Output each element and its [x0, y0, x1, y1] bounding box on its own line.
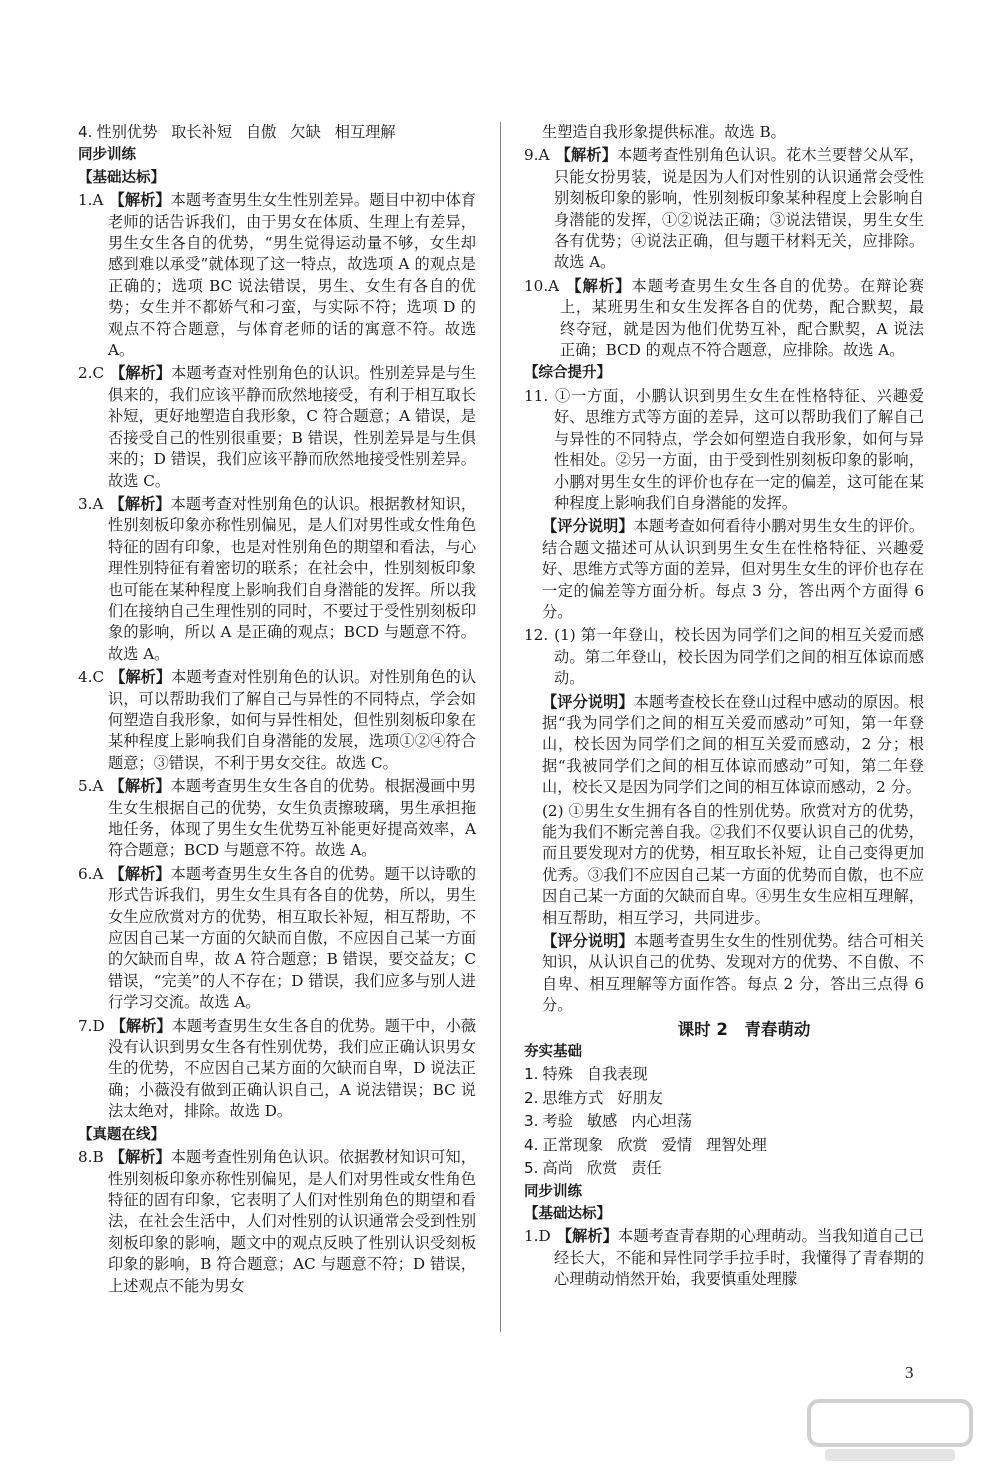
answer-keyword: 欣赏: [617, 1135, 648, 1154]
section-heading: 【基础达标】: [524, 1205, 611, 1222]
section-heading: 同步训练: [78, 147, 136, 164]
analysis-tag: 【解析】: [109, 191, 171, 210]
analysis-tag: 【解析】: [110, 364, 172, 383]
answer-number: 5.: [524, 1159, 539, 1178]
item-number: 12.: [524, 626, 549, 645]
item-text: 本题考查对性别角色的认识。对性别角色的认识，可以帮助我们了解自己与异性的不同特点，学会如何塑造自我形象，如何与异性相处，但性别刻板印象在某种程度上影响我们自身潜能的发展，选项①②④符合题意；③错误，不利于男女交往。故选 C。: [108, 668, 477, 772]
answer-keyword: 思维方式: [542, 1088, 604, 1107]
continued-text: 生塑造自我形象提供标准。故选 B。: [542, 123, 786, 141]
scoring-tag: 【评分说明】: [542, 692, 634, 711]
item-number: 9.A: [524, 146, 550, 165]
answer-item: [524, 145, 924, 273]
answer-keyword: 性别优势: [96, 123, 158, 141]
answer-line: [524, 1111, 924, 1132]
answer-keyword: 理智处理: [706, 1135, 767, 1154]
analysis-tag: 【解析】: [556, 1227, 619, 1246]
item-number: 11.: [524, 386, 549, 405]
answer-number: 4.: [524, 1135, 539, 1154]
answer-line: [524, 1064, 924, 1085]
answer-item: [78, 1016, 476, 1123]
section-heading: 【综合提升】: [524, 365, 611, 382]
analysis-tag: 【解析】: [110, 1016, 172, 1035]
answer-line: [524, 1088, 924, 1109]
answer-keyword: 好朋友: [617, 1088, 663, 1107]
analysis-tag: 【解析】: [109, 494, 171, 513]
item-number: 10.A: [524, 276, 560, 295]
item-number: 3.A: [78, 494, 104, 513]
answer-item: [78, 1147, 476, 1297]
answer-item: [524, 276, 924, 362]
section-heading: 同步训练: [524, 1183, 582, 1200]
item-number: 7.D: [78, 1016, 105, 1035]
answer-keyword: 自傲: [246, 123, 277, 141]
answer-keyword: 爱情: [661, 1135, 692, 1154]
item-number: 2.C: [78, 364, 105, 383]
answer-keyword: 欠缺: [290, 123, 321, 141]
answer-item: [524, 625, 924, 689]
item-number: 5.A: [78, 777, 104, 796]
section-heading: 【真题在线】: [78, 1126, 165, 1143]
answer-keyword: 考验: [542, 1112, 573, 1131]
page-number: 3: [905, 1363, 914, 1382]
item-text: (1) 第一年登山，校长因为同学们之间的相互关爱而感动。第二年登山，校长因为同学们之间的相互体谅而感动。: [554, 626, 924, 688]
item-continuation: [524, 692, 924, 799]
answer-keyword: 特殊: [542, 1065, 573, 1084]
answer-keyword: 相互理解: [334, 123, 396, 141]
item-number: 4.C: [78, 668, 105, 687]
answer-keyword: 责任: [631, 1159, 662, 1178]
analysis-tag: 【解析】: [110, 668, 172, 687]
answer-number: 4.: [78, 123, 93, 141]
analysis-tag: 【解析】: [109, 1148, 171, 1167]
item-number: 8.B: [78, 1148, 104, 1167]
answer-number: 1.: [524, 1065, 539, 1084]
item-number: 6.A: [78, 864, 104, 883]
item-continuation: [524, 801, 924, 929]
item-text: 本题考查男生女生各自的优势。在辩论赛上，某班男生和女生发挥各自的优势，配合默契，最终夺冠，就是因为他们优势互补，配合默契，A 说法正确；BCD 的观点不符合题意，应排除。故选 A。: [560, 276, 924, 360]
item-text: 本题考查如何看待小鹏对男生女生的评价。结合题文描述可从认识到男生女生在性格特征、兴趣爱好、思维方式等方面的差异，但对男生女生的评价也存在一定的偏差等方面分析。每点 3 分，答出两个方面得 6 分。: [542, 517, 925, 621]
item-text: 本题考查男生女生各自的优势。题干以诗歌的形式告诉我们，男生女生具有各自的优势，所以，男生女生应欣赏对方的优势，相互取长补短，相互帮助，不应因自己某一方面的欠缺而自傲，不应因自己某一方面的欠缺而自卑，故 A 符合题意；B 错误，要交益友；C 错误，“完美”的人不存在；D 错误，我们应多与别人进行学习交流。故选 A。: [108, 864, 477, 1012]
answer-keyword: 自我表现: [586, 1065, 648, 1084]
answer-item: [78, 776, 476, 862]
column-divider: [500, 122, 501, 1332]
item-text: 本题考查对性别角色的认识。根据教材知识，性别刻板印象亦称性别偏见，是人们对男性或女性角色特征的固有印象，也是对性别角色的期望和看法，与心理性别特征有着密切的联系；在社会中，性别刻板印象也可能在某种程度上影响我们自身潜能的发挥。所以我们在接纳自己生理性别的同时，不要过于受性别刻板印象的影响，所以 A 是正确的观点；BCD 与题意不符。故选 A。: [108, 494, 477, 663]
answer-keyword: 敏感: [586, 1112, 618, 1131]
answer-item: [524, 386, 924, 514]
item-text: 本题考查性别角色认识。花木兰要替父从军，只能女扮男装，说是因为人们对性别的认识通常会受性别刻板印象的影响，性别刻板印象某种程度上会影响自身潜能的发挥，①②说法正确；③说法错误，男生女生各有优势；④说法正确，但与题干材料无关，应排除。故选 A。: [554, 146, 925, 272]
answer-keyword: 取长补短: [171, 123, 232, 141]
answer-item: [78, 190, 476, 361]
item-continuation: [524, 516, 924, 623]
item-text: (2) ①男生女生拥有各自的性别优势。欣赏对方的优势，能为我们不断完善自我。②我们不仅要认识自己的优势，而且要发现对方的优势，相互取长补短，让自己变得更加优秀。③我们不应因自己某一方面的优势而自傲，也不应因自己某一方面的欠缺而自卑。④男生女生应相互理解，相互帮助，相互学习，共同进步。: [542, 801, 924, 927]
answer-item: [78, 363, 476, 491]
item-number: 1.D: [524, 1227, 551, 1246]
answer-line: [524, 1135, 924, 1156]
analysis-tag: 【解析】: [565, 276, 632, 295]
answer-number: 2.: [524, 1088, 539, 1107]
answer-item: [78, 667, 476, 774]
item-text: 本题考查男生女生的性别优势。结合可相关知识，从认识自己的优势、发现对方的优势、不自傲、不自卑、相互理解等方面作答。每点 2 分，答出三点得 6 分。: [542, 932, 925, 1015]
scoring-tag: 【评分说明】: [542, 932, 634, 951]
answer-item: [78, 494, 476, 665]
answer-item: [78, 864, 476, 1014]
item-text: ①一方面，小鹏认识到男生女生在性格特征、兴趣爱好、思维方式等方面的差异，这可以帮助我们了解自己与异性的不同特点，学会如何塑造自我形象，如何与异性相处。②另一方面，由于受到性别刻板印象的影响，小鹏对男生女生的评价也存在一定的偏差，这可能在某种程度上影响我们自身潜能的发挥。: [554, 386, 924, 512]
item-text: 本题考查男生女生性别差异。题目中初中体育老师的话告诉我们，由于男女在体质、生理上有差异，男生女生各自的优势，“男生觉得运动量不够，女生却感到难以承受”就体现了这一特点，故选项 A 的观点是正确的；选项 BC 说法错误，男生、女生有各自的优势；女生并不都娇气和刁蛮，与实际不符；选项 D 的观点不符合题意，与体育老师的话的寓意不符。故选 A。: [108, 191, 477, 360]
item-text: 本题考查校长在登山过程中感动的原因。根据“我为同学们之间的相互关爱而感动”可知，第一年登山，校长因为同学们之间的相互关爱而感动，2 分；根据“我被同学们之间的相互体谅而感动”可知，第二年登山，校长又是因为同学们之间的相互体谅而感动，2 分。: [542, 692, 925, 797]
answer-keyword: 内心坦荡: [631, 1112, 692, 1131]
answer-keyword: 欣赏: [586, 1159, 618, 1178]
answer-keyword: 正常现象: [542, 1135, 604, 1154]
analysis-tag: 【解析】: [555, 146, 618, 165]
item-continuation: [524, 931, 924, 1017]
item-text: 本题考查对性别角色的认识。性别差异是与生俱来的，我们应该平静而欣然地接受，有利于相互取长补短，更好地塑造自我形象，C 符合题意；A 错误，是否接受自己的性别很重要；B 错误，性别差异是与生俱来的；D 错误，我们应该平静而欣然地接受性别差异。故选 C。: [108, 364, 477, 490]
section-heading: 夯实基础: [524, 1044, 582, 1061]
answer-line: [524, 1158, 924, 1179]
item-text: 本题考查男生女生各自的优势。题干中，小薇没有认识到男女生各有性别优势，我们应正确认识男女生的优势，不应因自己某方面的欠缺而自卑，D 说法正确；小薇没有做到正确认识自己，A 说法错误；BC 说法太绝对，排除。故选 D。: [108, 1016, 477, 1121]
analysis-tag: 【解析】: [109, 864, 171, 883]
item-text: 本题考查青春期的心理萌动。当我知道自己已经长大，不能和异性同学手拉手时，我懂得了青春期的心理萌动悄然开始，我要慎重处理朦: [554, 1227, 925, 1289]
left-column: [78, 122, 476, 1299]
answer-item: [524, 1226, 924, 1290]
analysis-tag: 【解析】: [109, 777, 171, 796]
answer-number: 3.: [524, 1112, 539, 1131]
item-number: 1.A: [78, 191, 104, 210]
item-text: 本题考查性别角色认识。依据教材知识可知，性别刻板印象亦称性别偏见，是人们对男性或女性角色特征的固有印象，它表明了人们对性别角色的期望和看法，在社会生活中，人们对性别的认识通常会受到性别刻板印象的影响，题文中的观点反映了性别认识受刻板印象的影响，B 符合题意；AC 与题意不符；D 错误，上述观点不能为男女: [108, 1148, 477, 1295]
item-text: 本题考查男生女生各自的优势。根据漫画中男生女生根据自己的优势，女生负责擦玻璃，男生承担拖地任务，体现了男生女生优势互补能更好提高效率，A 符合题意；BCD 与题意不符。故选 A。: [108, 777, 477, 860]
section-heading: 【基础达标】: [78, 169, 165, 186]
watermark-logo-icon: [805, 1395, 975, 1467]
lesson-title: 课时 2 青春萌动: [677, 1019, 811, 1039]
right-column: [524, 122, 924, 1293]
answer-line: [78, 122, 476, 143]
scoring-tag: 【评分说明】: [542, 517, 634, 536]
answer-keyword: 高尚: [542, 1159, 573, 1178]
